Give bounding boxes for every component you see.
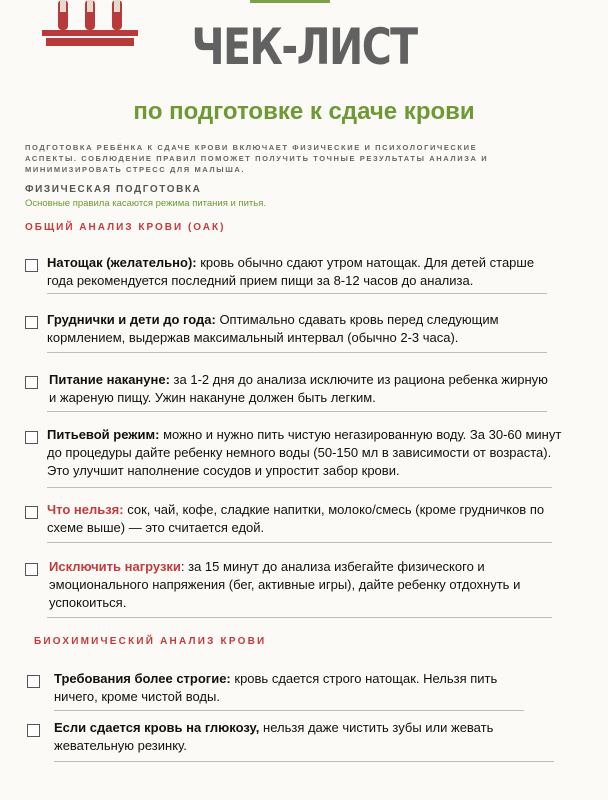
item-title: Питьевой режим: — [47, 427, 160, 442]
item-text — [54, 719, 534, 755]
divider — [47, 617, 552, 618]
item-text — [47, 501, 562, 537]
page-subtitle: по подготовке к сдаче крови — [133, 98, 475, 125]
section-heading-oak: ОБЩИЙ АНАЛИЗ КРОВИ (ОАК) — [25, 222, 226, 233]
divider — [47, 352, 547, 353]
item-text — [49, 558, 564, 612]
item-body: нельзя даже чистить зубы или жевать жевательную резинку. — [54, 720, 494, 753]
checkbox[interactable] — [25, 431, 38, 444]
item-text — [47, 311, 557, 347]
item-body: Оптимально сдавать кровь перед следующим кормлением, выдержав максимальный интервал (обычно 2-3 часа). — [47, 312, 499, 345]
item-body: сок, чай, кофе, сладкие напитки, молоко/смесь (кроме грудничков по схеме выше) — это считается едой. — [47, 502, 545, 535]
divider — [47, 542, 552, 543]
item-body: за 1-2 дня до анализа исключите из рациона ребенка жирную и жареную пищу. Ужин накануне должен быть легким. — [49, 372, 548, 405]
item-text — [54, 670, 534, 706]
intro-text: ПОДГОТОВКА РЕБЁНКА К СДАЧЕ КРОВИ ВКЛЮЧАЕТ ФИЗИЧЕСКИЕ И ПСИХОЛОГИЧЕСКИЕ АСПЕКТЫ. СОБЛЮДЕНИЕ ПРАВИЛ ПОМОЖЕТ ПОЛУЧИТЬ ТОЧНЫЕ РЕЗУЛЬТАТЫ АНАЛИЗА И МИНИМИЗИРОВАТЬ СТРЕСС ДЛЯ МАЛЫША. — [25, 143, 489, 174]
item-title: Груднички и дети до года: — [47, 312, 216, 327]
item-text — [49, 371, 549, 407]
top-accent-bar — [250, 0, 330, 3]
checkbox[interactable] — [25, 506, 38, 519]
item-text — [47, 254, 557, 290]
divider — [54, 710, 524, 711]
item-title: Натощак (желательно): — [47, 255, 197, 270]
divider — [47, 411, 547, 412]
item-title: Что нельзя: — [47, 502, 124, 517]
divider — [54, 761, 554, 762]
section-heading-bio: БИОХИМИЧЕСКИЙ АНАЛИЗ КРОВИ — [34, 636, 267, 647]
divider — [47, 293, 547, 294]
page-title: ЧЕК-ЛИСТ — [191, 18, 417, 76]
checkbox[interactable] — [25, 316, 38, 329]
checkbox[interactable] — [25, 259, 38, 272]
checkbox[interactable] — [27, 675, 40, 688]
item-title: Если сдается кровь на глюкозу, — [54, 720, 260, 735]
item-body: можно и нужно пить чистую негазированную воду. За 30-60 минут до процедуры дайте ребенку немного воды (50-150 мл в зависимости от возраста). Это улучшит наполнение сосудов и упростит забор крови. — [47, 427, 562, 478]
divider — [47, 487, 552, 488]
physical-heading: ФИЗИЧЕСКАЯ ПОДГОТОВКА — [25, 184, 202, 195]
checkbox[interactable] — [25, 563, 38, 576]
physical-subheading: Основные правила касаются режима питания и питья. — [25, 198, 266, 209]
checkbox[interactable] — [25, 376, 38, 389]
item-title: Питание накануне: — [49, 372, 170, 387]
item-title: Исключить нагрузки — [49, 559, 181, 574]
item-body: кровь обычно сдают утром натощак. Для детей старше года рекомендуется последний прием пищи за 8-12 часов до анализа. — [47, 255, 535, 288]
item-text — [47, 426, 567, 480]
checkbox[interactable] — [27, 724, 40, 737]
item-body: кровь сдается строго натощак. Нельзя пить ничего, кроме чистой воды. — [54, 671, 498, 704]
item-body: : за 15 минут до анализа избегайте физического и эмоционального напряжения (бег, активные игры), дайте ребенку отдохнуть и успокоиться. — [49, 559, 521, 610]
item-title: Требования более строгие: — [54, 671, 231, 686]
